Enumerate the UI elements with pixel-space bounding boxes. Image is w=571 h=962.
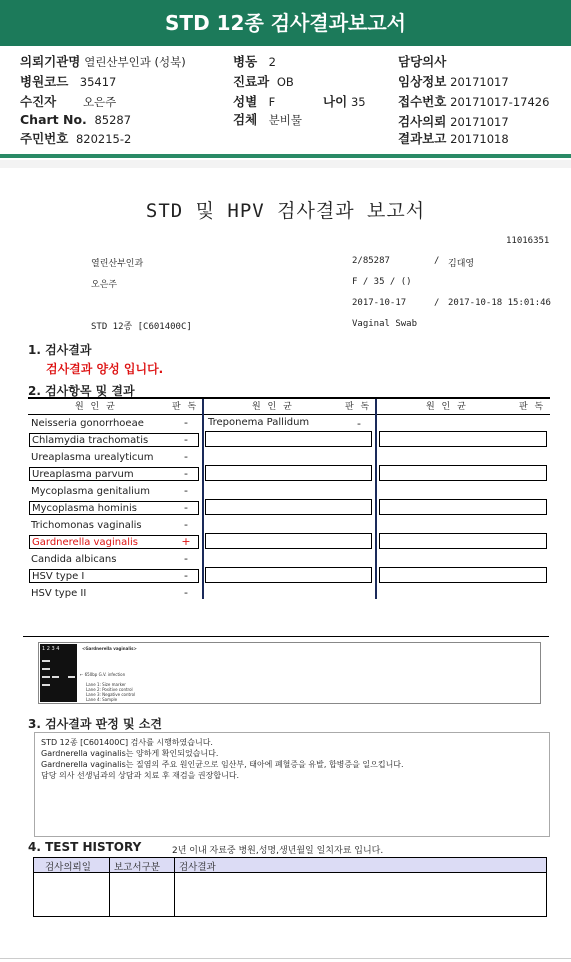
test-code: STD 12종 [C601400C] <box>91 322 192 332</box>
history-col-divider <box>109 858 110 916</box>
patient-name: 오은주 <box>91 280 118 290</box>
organism-judge: - <box>184 518 188 531</box>
empty-result-box <box>205 431 372 447</box>
section-result-title: 1. 검사결과 <box>28 343 92 357</box>
section-items-title: 2. 검사항목 및 결과 <box>28 384 135 398</box>
clinical-value: 20171017 <box>450 75 509 89</box>
patient-value: 오은주 <box>82 95 117 109</box>
gel-band <box>68 676 75 678</box>
specimen-label: 검체 <box>233 112 258 127</box>
request-row <box>398 112 509 130</box>
sex-value: F <box>268 95 276 109</box>
organism-row: Candida albicans <box>31 554 117 565</box>
organism-judge-positive: + <box>181 535 191 548</box>
col-judge-header: 판 독 <box>172 402 199 412</box>
gel-band <box>42 676 50 678</box>
report-code: 11016351 <box>506 236 550 246</box>
organism-judge: - <box>184 467 188 480</box>
organism-judge: - <box>184 484 188 497</box>
col-judge-header: 판 독 <box>345 402 372 412</box>
organism-judge: - <box>184 433 188 446</box>
sex-row <box>233 92 275 110</box>
chart-value: 85287 <box>94 113 132 127</box>
receipt-row <box>398 92 549 110</box>
gel-legend: Lane 1: Size marker <box>86 682 126 687</box>
report-date-value: 20171018 <box>450 132 509 146</box>
empty-result-box <box>205 499 372 515</box>
treponema-judge: - <box>357 417 361 430</box>
chart-label: Chart No. <box>20 112 87 127</box>
organism-judge: - <box>184 569 188 582</box>
institution-row <box>20 52 186 70</box>
gel-band <box>52 676 59 678</box>
gel-electrophoresis-image <box>40 644 77 702</box>
receipt-value: 20171017-17426 <box>450 95 550 109</box>
clinic-name: 열린산부인과 <box>91 259 144 269</box>
ward-value: 2 <box>268 55 276 69</box>
organism-row: Trichomonas vaginalis <box>31 520 142 531</box>
gel-band <box>42 684 50 686</box>
doctor-row <box>398 52 446 70</box>
hospital-code-row <box>20 72 116 90</box>
slash-separator: / <box>434 256 440 266</box>
age-row <box>323 92 366 110</box>
history-table <box>33 857 547 917</box>
slash-separator: / <box>434 298 440 308</box>
history-col-divider <box>174 858 175 916</box>
empty-result-box <box>379 499 547 515</box>
gel-arrow-label: ← 650bp G.V. infection <box>80 672 126 677</box>
col-judge-header: 판 독 <box>519 402 546 412</box>
empty-result-box <box>205 533 372 549</box>
hospital-code-label: 병원코드 <box>20 74 69 89</box>
col-organism-header: 원 인 균 <box>252 402 294 412</box>
organism-row-positive: Gardnerella vaginalis <box>29 535 199 549</box>
chart-row <box>20 112 131 127</box>
organism-row: HSV type I <box>29 569 199 583</box>
organism-judge: - <box>184 552 188 565</box>
report-date-row <box>398 129 509 147</box>
empty-result-box <box>379 431 547 447</box>
ward-label: 병동 <box>233 54 258 69</box>
receipt-label: 접수번호 <box>398 94 447 109</box>
institution-value: 열린산부인과 (성북) <box>84 55 186 69</box>
opinion-line: Gardnerella vaginalis는 양하게 확인되었습니다. <box>41 749 219 758</box>
gel-legend: Lane 4: Sample <box>86 697 118 702</box>
history-col-result: 검사결과 <box>179 862 216 873</box>
organism-row: Mycoplasma genitalium <box>31 486 150 497</box>
gel-band <box>42 668 50 670</box>
patient-info-panel <box>0 46 571 158</box>
empty-result-box <box>205 465 372 481</box>
organism-judge: - <box>184 416 188 429</box>
sex-age: F / 35 / () <box>352 277 412 287</box>
id-value: 820215-2 <box>75 132 132 146</box>
organism-judge: - <box>184 501 188 514</box>
organism-judge: - <box>184 450 188 463</box>
patient-label: 수진자 <box>20 94 57 109</box>
request-value: 20171017 <box>450 115 509 129</box>
organism-row: HSV type II <box>31 588 87 599</box>
header-divider <box>28 414 550 415</box>
history-note: 2년 이내 자료중 병원,성명,생년월일 일치자료 입니다. <box>172 846 384 856</box>
report-title: STD 12종 검사결과보고서 <box>0 0 571 46</box>
opinion-line: STD 12종 [C601400C] 검사를 시행하였습니다. <box>41 738 213 747</box>
dept-label: 진료과 <box>233 74 270 89</box>
doctor-label: 담당의사 <box>398 54 447 69</box>
footer-line <box>0 958 571 959</box>
request-label: 검사의뢰 <box>398 114 447 129</box>
empty-result-box <box>379 567 547 583</box>
positive-result-text: 검사결과 양성 입니다. <box>46 362 164 376</box>
organism-row: Ureaplasma parvum <box>29 467 199 481</box>
organism-row: Chlamydia trachomatis <box>29 433 199 447</box>
report-datetime: 2017-10-18 15:01:46 <box>448 298 551 308</box>
id-row <box>20 129 131 147</box>
clinical-label: 임상정보 <box>398 74 447 89</box>
column-separator <box>202 399 204 599</box>
age-value: 35 <box>350 95 366 109</box>
organism-judge: - <box>184 586 188 599</box>
col-organism-header: 원 인 균 <box>75 402 117 412</box>
section-history-title: 4. TEST HISTORY <box>28 840 142 854</box>
section-opinion-title: 3. 검사결과 판정 및 소견 <box>28 717 162 731</box>
treponema-name: Treponema Pallidum <box>208 417 310 428</box>
divider <box>23 636 549 637</box>
gel-lane-numbers: 1 2 3 4 <box>42 646 60 652</box>
empty-result-box <box>379 533 547 549</box>
specimen-type: Vaginal Swab <box>352 319 418 329</box>
organism-row: Neisseria gonorrhoeae <box>31 418 144 429</box>
ward-row <box>233 52 276 70</box>
sex-label: 성별 <box>233 94 258 109</box>
gel-caption: <Gardnerella vaginalis> <box>82 646 137 651</box>
gel-legend: Lane 2: Positive control <box>86 687 133 692</box>
col-organism-header: 원 인 균 <box>426 402 468 412</box>
clinical-row <box>398 72 509 90</box>
hospital-code-value: 35417 <box>79 75 117 89</box>
empty-result-box <box>205 567 372 583</box>
opinion-line: Gardnerella vaginalis는 질염의 주요 원인균으로 임산부, 태아에 폐혈증을 유발, 합병증을 일으킵니다. <box>41 760 404 769</box>
request-date: 2017-10-17 <box>352 298 407 308</box>
patient-row <box>20 92 116 110</box>
empty-result-box <box>379 465 547 481</box>
history-header <box>34 858 546 873</box>
chart-doctor: 2/85287 <box>352 256 390 266</box>
organism-row: Mycoplasma hominis <box>29 501 199 515</box>
dept-value: OB <box>276 75 294 89</box>
doctor-name: 김대영 <box>448 259 475 269</box>
organism-row: Ureaplasma urealyticum <box>31 452 154 463</box>
gel-band <box>42 660 50 662</box>
specimen-row <box>233 110 302 128</box>
report-date-label: 결과보고 <box>398 131 447 146</box>
institution-label: 의뢰기관명 <box>20 54 81 69</box>
gel-legend: Lane 3: Negative control <box>86 692 136 697</box>
section-divider <box>0 160 571 168</box>
dept-row <box>233 72 294 90</box>
history-col-request-date: 검사의뢰일 <box>45 862 91 873</box>
column-separator <box>375 399 377 599</box>
opinion-line: 담당 의사 선생님과의 상담과 치료 후 재검을 권장합니다. <box>41 771 240 780</box>
history-col-report-type: 보고서구분 <box>114 862 160 873</box>
report-heading: STD 및 HPV 검사결과 보고서 <box>145 200 426 222</box>
id-label: 주민번호 <box>20 131 69 146</box>
specimen-value: 분비물 <box>268 113 302 127</box>
opinion-box <box>34 732 550 837</box>
age-label: 나이 <box>323 94 348 109</box>
